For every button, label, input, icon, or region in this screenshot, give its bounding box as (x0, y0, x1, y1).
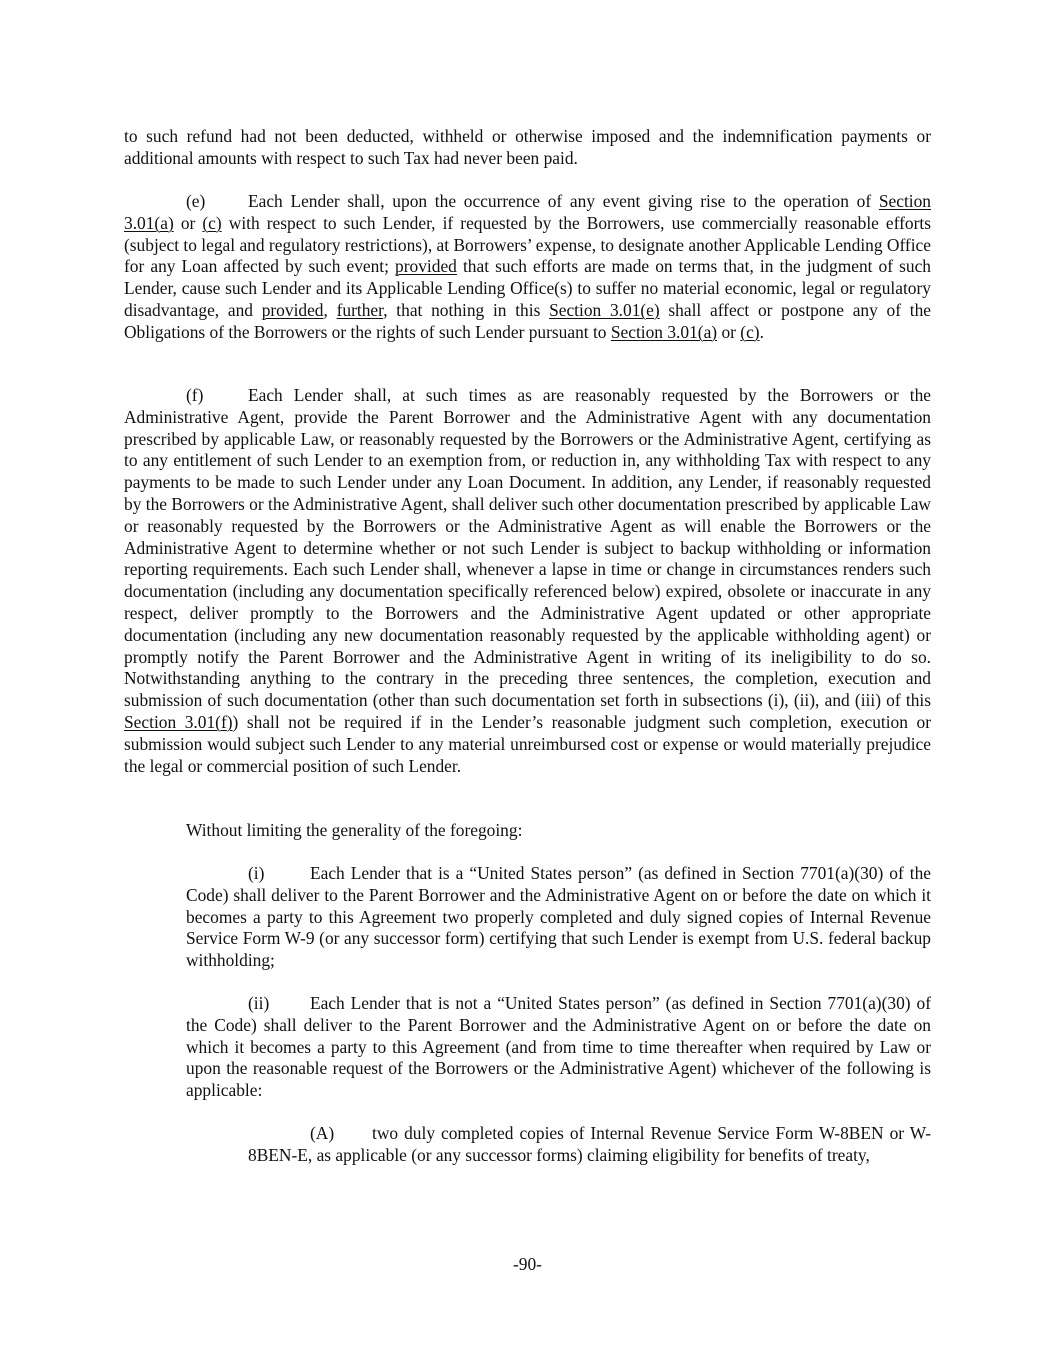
section-ref-link: Section 3.01(a) (124, 191, 931, 233)
provided-term: provided (395, 256, 457, 277)
paragraph-A (248, 1123, 931, 1167)
paragraph-ii-text: Each Lender that is not a “United States person” (as defined in Section 7701(a)(30) of the Code) shall deliver to the Parent Borrower and the Administrative Agent on or before the date on which it becomes a party to this Agreement (and from time to time thereafter when required by Law or upon the reasonable request of the Borrowers or the Administrative Agent) whichever of the following is applicable: (186, 993, 931, 1101)
page-number: -90- (513, 1254, 542, 1274)
section-ref-link: (c) (740, 321, 760, 342)
paragraph-f: (f) Each Lender shall, at such times as are reasonably requested by the Borrowers or the Administrative Agent, provide the Parent Borrower and the Administrative Agent with any documentation prescribed by applicable Law, or reasonably requested by the Borrowers or the Administrative Agent, certifying as to any entitlement of such Lender to an exemption from, or reduction in, any withholding Tax with respect to any payments to be made to such Lender under any Loan Document. In addition, any Lender, if reasonably requested by the Borrowers or the Administrative Agent, shall deliver such other documentation prescribed by applicable Law or reasonably requested by the Borrowers or the Administrative Agent as will enable the Borrowers or the Administrative Agent to determine whether or not such Lender is subject to backup withholding or information reporting requirements. Each such Lender shall, whenever a lapse in time or change in circumstances renders such documentation (including any documentation specifically referenced below) expired, obsolete or inaccurate in any respect, deliver promptly to the Borrowers and the Administrative Agent updated or other appropriate documentation (including any new documentation reasonably requested by the applicable withholding agent) or promptly notify the Parent Borrower and the Administrative Agent in writing of its ineligibility to do so. Notwithstanding anything to the contrary in the preceding three sentences, the completion, execution and submission of such documentation (other than such documentation set forth in subsections (i), (ii), and (iii) of this Section 3.01(f)) shall not be required if in the Lender’s reasonable judgment such completion, execution or submission would subject such Lender to any material unreimbursed cost or expense or would materially prejudice the legal or commercial position of such Lender. (124, 385, 931, 776)
paragraph-e-label: (e) (186, 191, 206, 211)
further-term: further (336, 299, 384, 320)
section-ref-link: Section 3.01(f) (124, 711, 233, 732)
paragraph-e: (e) Each Lender shall, upon the occurrence of any event giving rise to the operation of Section 3.01(a) or (c) with respect to such Lender, if requested by the Borrowers, use commercially reasonable efforts (subject to legal and regulatory restrictions), at Borrowers’ expense, to designate another Applicable Lending Office for any Loan affected by such event; provided that such efforts are made on terms that, in the judgment of such Lender, cause such Lender and its Applicable Lending Office(s) to suffer no material economic, legal or regulatory disadvantage, and provided, further, that nothing in this Section 3.01(e) shall affect or postpone any of the Obligations of the Borrowers or the rights of such Lender pursuant to Section 3.01(a) or (c). (124, 191, 932, 342)
paragraph-ii-label: (ii) (248, 993, 270, 1013)
paragraph-i-label: (i) (248, 863, 265, 883)
paragraph-continuation (124, 126, 931, 170)
paragraph-ii (186, 993, 931, 1102)
paragraph-without-limiting-text: Without limiting the generality of the foregoing: (186, 820, 523, 840)
provided-term: provided (261, 299, 324, 320)
paragraph-without-limiting (186, 820, 931, 842)
paragraph-continuation-text: to such refund had not been deducted, withheld or otherwise imposed and the indemnification payments or additional amounts with respect to such Tax had never been paid. (124, 126, 931, 168)
paragraph-A-text: two duly completed copies of Internal Revenue Service Form W-8BEN or W-8BEN-E, as applicable (or any successor forms) claiming eligibility for benefits of treaty, (248, 1123, 931, 1165)
paragraph-f-label: (f) (186, 385, 204, 405)
section-ref-link: Section 3.01(a) (610, 321, 718, 342)
paragraph-i-text: Each Lender that is a “United States person” (as defined in Section 7701(a)(30) of the Code) shall deliver to the Parent Borrower and the Administrative Agent on or before the date on which it becomes a party to this Agreement two properly completed and duly signed copies of Internal Revenue Service Form W-9 (or any successor form) certifying that such Lender is exempt from U.S. federal backup withholding; (186, 863, 931, 971)
paragraph-A-label: (A) (310, 1123, 335, 1143)
paragraph-i (186, 863, 931, 972)
section-ref-link: (c) (202, 212, 222, 233)
section-ref-link: Section 3.01(e) (549, 299, 660, 320)
